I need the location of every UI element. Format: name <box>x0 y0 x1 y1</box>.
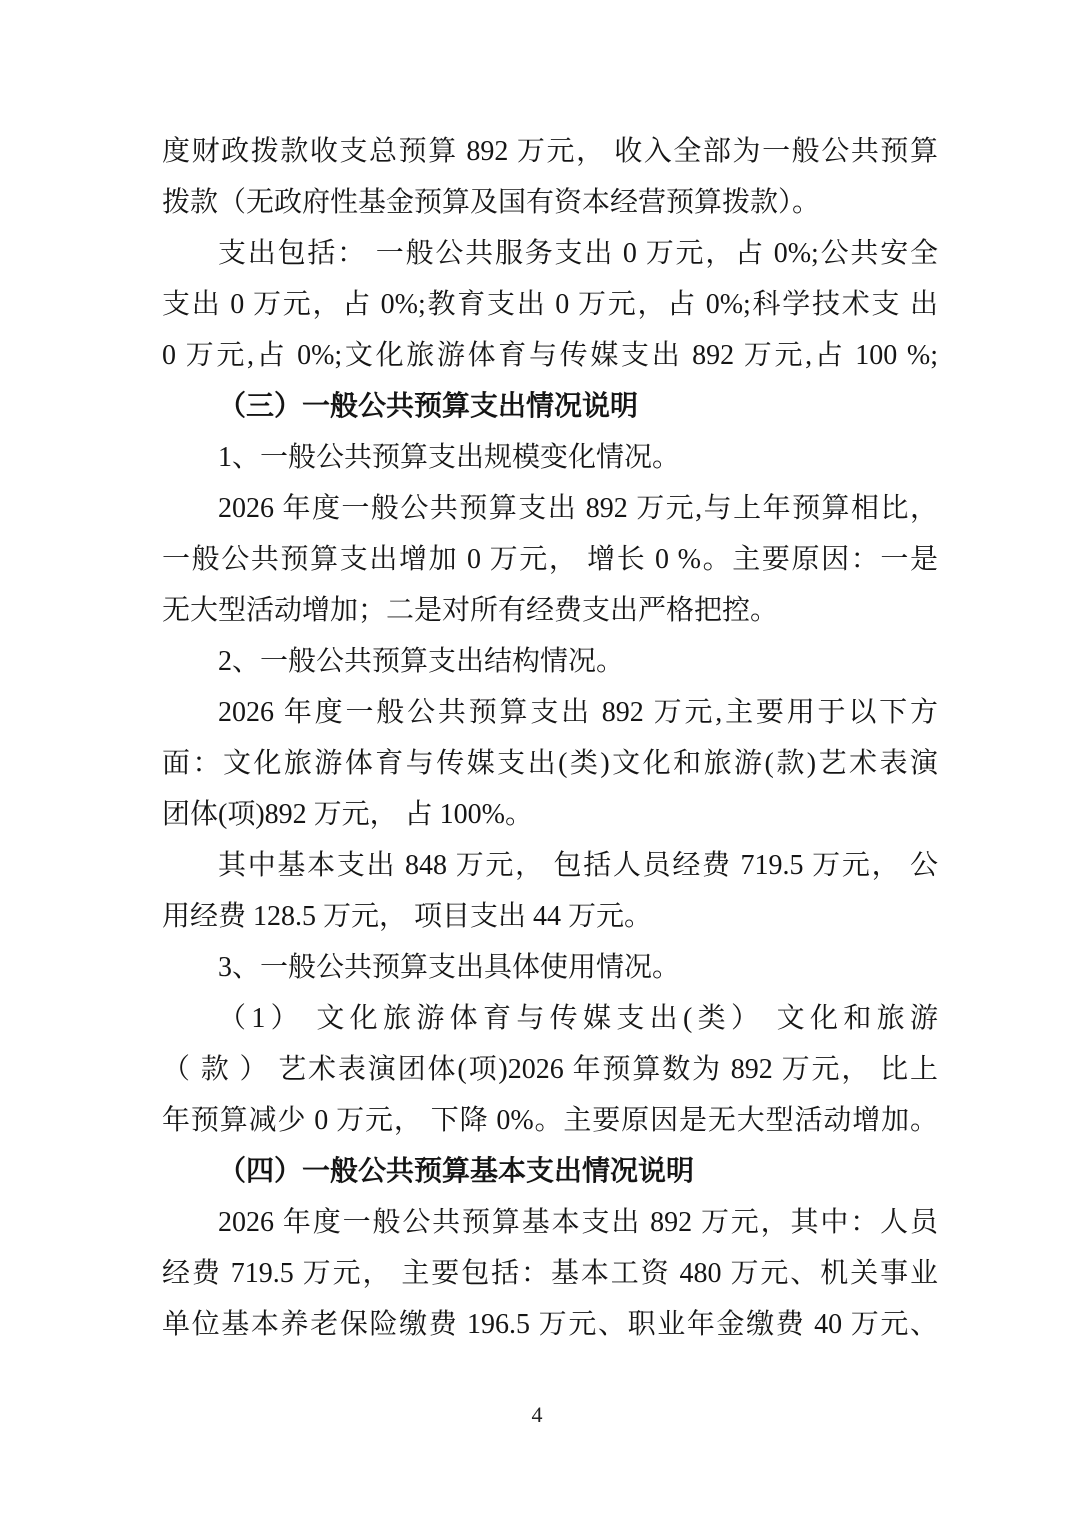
body-line-3: 支出包括： 一般公共服务支出 0 万元，占 0%;公共安全 <box>218 238 938 269</box>
section-heading-three: （三）一般公共预算支出情况说明 <box>218 391 639 422</box>
body-line-20: 年预算减少 0 万元， 下降 0%。主要原因是无大型活动增加。 <box>162 1105 938 1136</box>
body-line-18: （1） 文化旅游体育与传媒支出(类） 文化和旅游 <box>218 1003 938 1034</box>
body-line-9: 一般公共预算支出增加 0 万元， 增长 0 %。主要原因：一是 <box>162 544 938 575</box>
body-line-2: 拨款（无政府性基金预算及国有资本经营预算拨款）。 <box>162 187 821 218</box>
body-line-7: 1、一般公共预算支出规模变化情况。 <box>218 442 681 473</box>
page-number: 4 <box>531 1402 543 1427</box>
body-line-13: 面：文化旅游体育与传媒支出(类)文化和旅游(款)艺术表演 <box>162 748 938 779</box>
body-line-23: 经费 719.5 万元， 主要包括：基本工资 480 万元、机关事业 <box>162 1258 938 1289</box>
body-line-14: 团体(项)892 万元， 占 100%。 <box>162 799 533 830</box>
document-body <box>162 126 938 1350</box>
body-line-5: 0 万元,占 0%;文化旅游体育与传媒支出 892 万元,占 100 %; <box>162 340 938 371</box>
body-line-22: 2026 年度一般公共预算基本支出 892 万元，其中：人员 <box>218 1207 938 1238</box>
body-line-12: 2026 年度一般公共预算支出 892 万元,主要用于以下方 <box>218 697 938 728</box>
body-line-17: 3、一般公共预算支出具体使用情况。 <box>218 952 681 983</box>
body-line-15: 其中基本支出 848 万元， 包括人员经费 719.5 万元， 公 <box>218 850 938 881</box>
page-footer <box>0 1400 1074 1430</box>
body-line-19: （ 款 ） 艺术表演团体(项)2026 年预算数为 892 万元， 比上 <box>162 1054 938 1085</box>
body-line-8: 2026 年度一般公共预算支出 892 万元,与上年预算相比， <box>218 493 938 524</box>
body-line-11: 2、一般公共预算支出结构情况。 <box>218 646 625 677</box>
body-line-24: 单位基本养老保险缴费 196.5 万元、职业年金缴费 40 万元、 <box>162 1309 938 1340</box>
body-line-1: 度财政拨款收支总预算 892 万元， 收入全部为一般公共预算 <box>162 136 938 167</box>
body-line-10: 无大型活动增加；二是对所有经费支出严格把控。 <box>162 595 779 626</box>
section-heading-four: （四）一般公共预算基本支出情况说明 <box>218 1156 695 1187</box>
body-line-4: 支出 0 万元，占 0%;教育支出 0 万元，占 0%;科学技术支 出 <box>162 289 938 320</box>
body-line-16: 用经费 128.5 万元， 项目支出 44 万元。 <box>162 901 653 932</box>
